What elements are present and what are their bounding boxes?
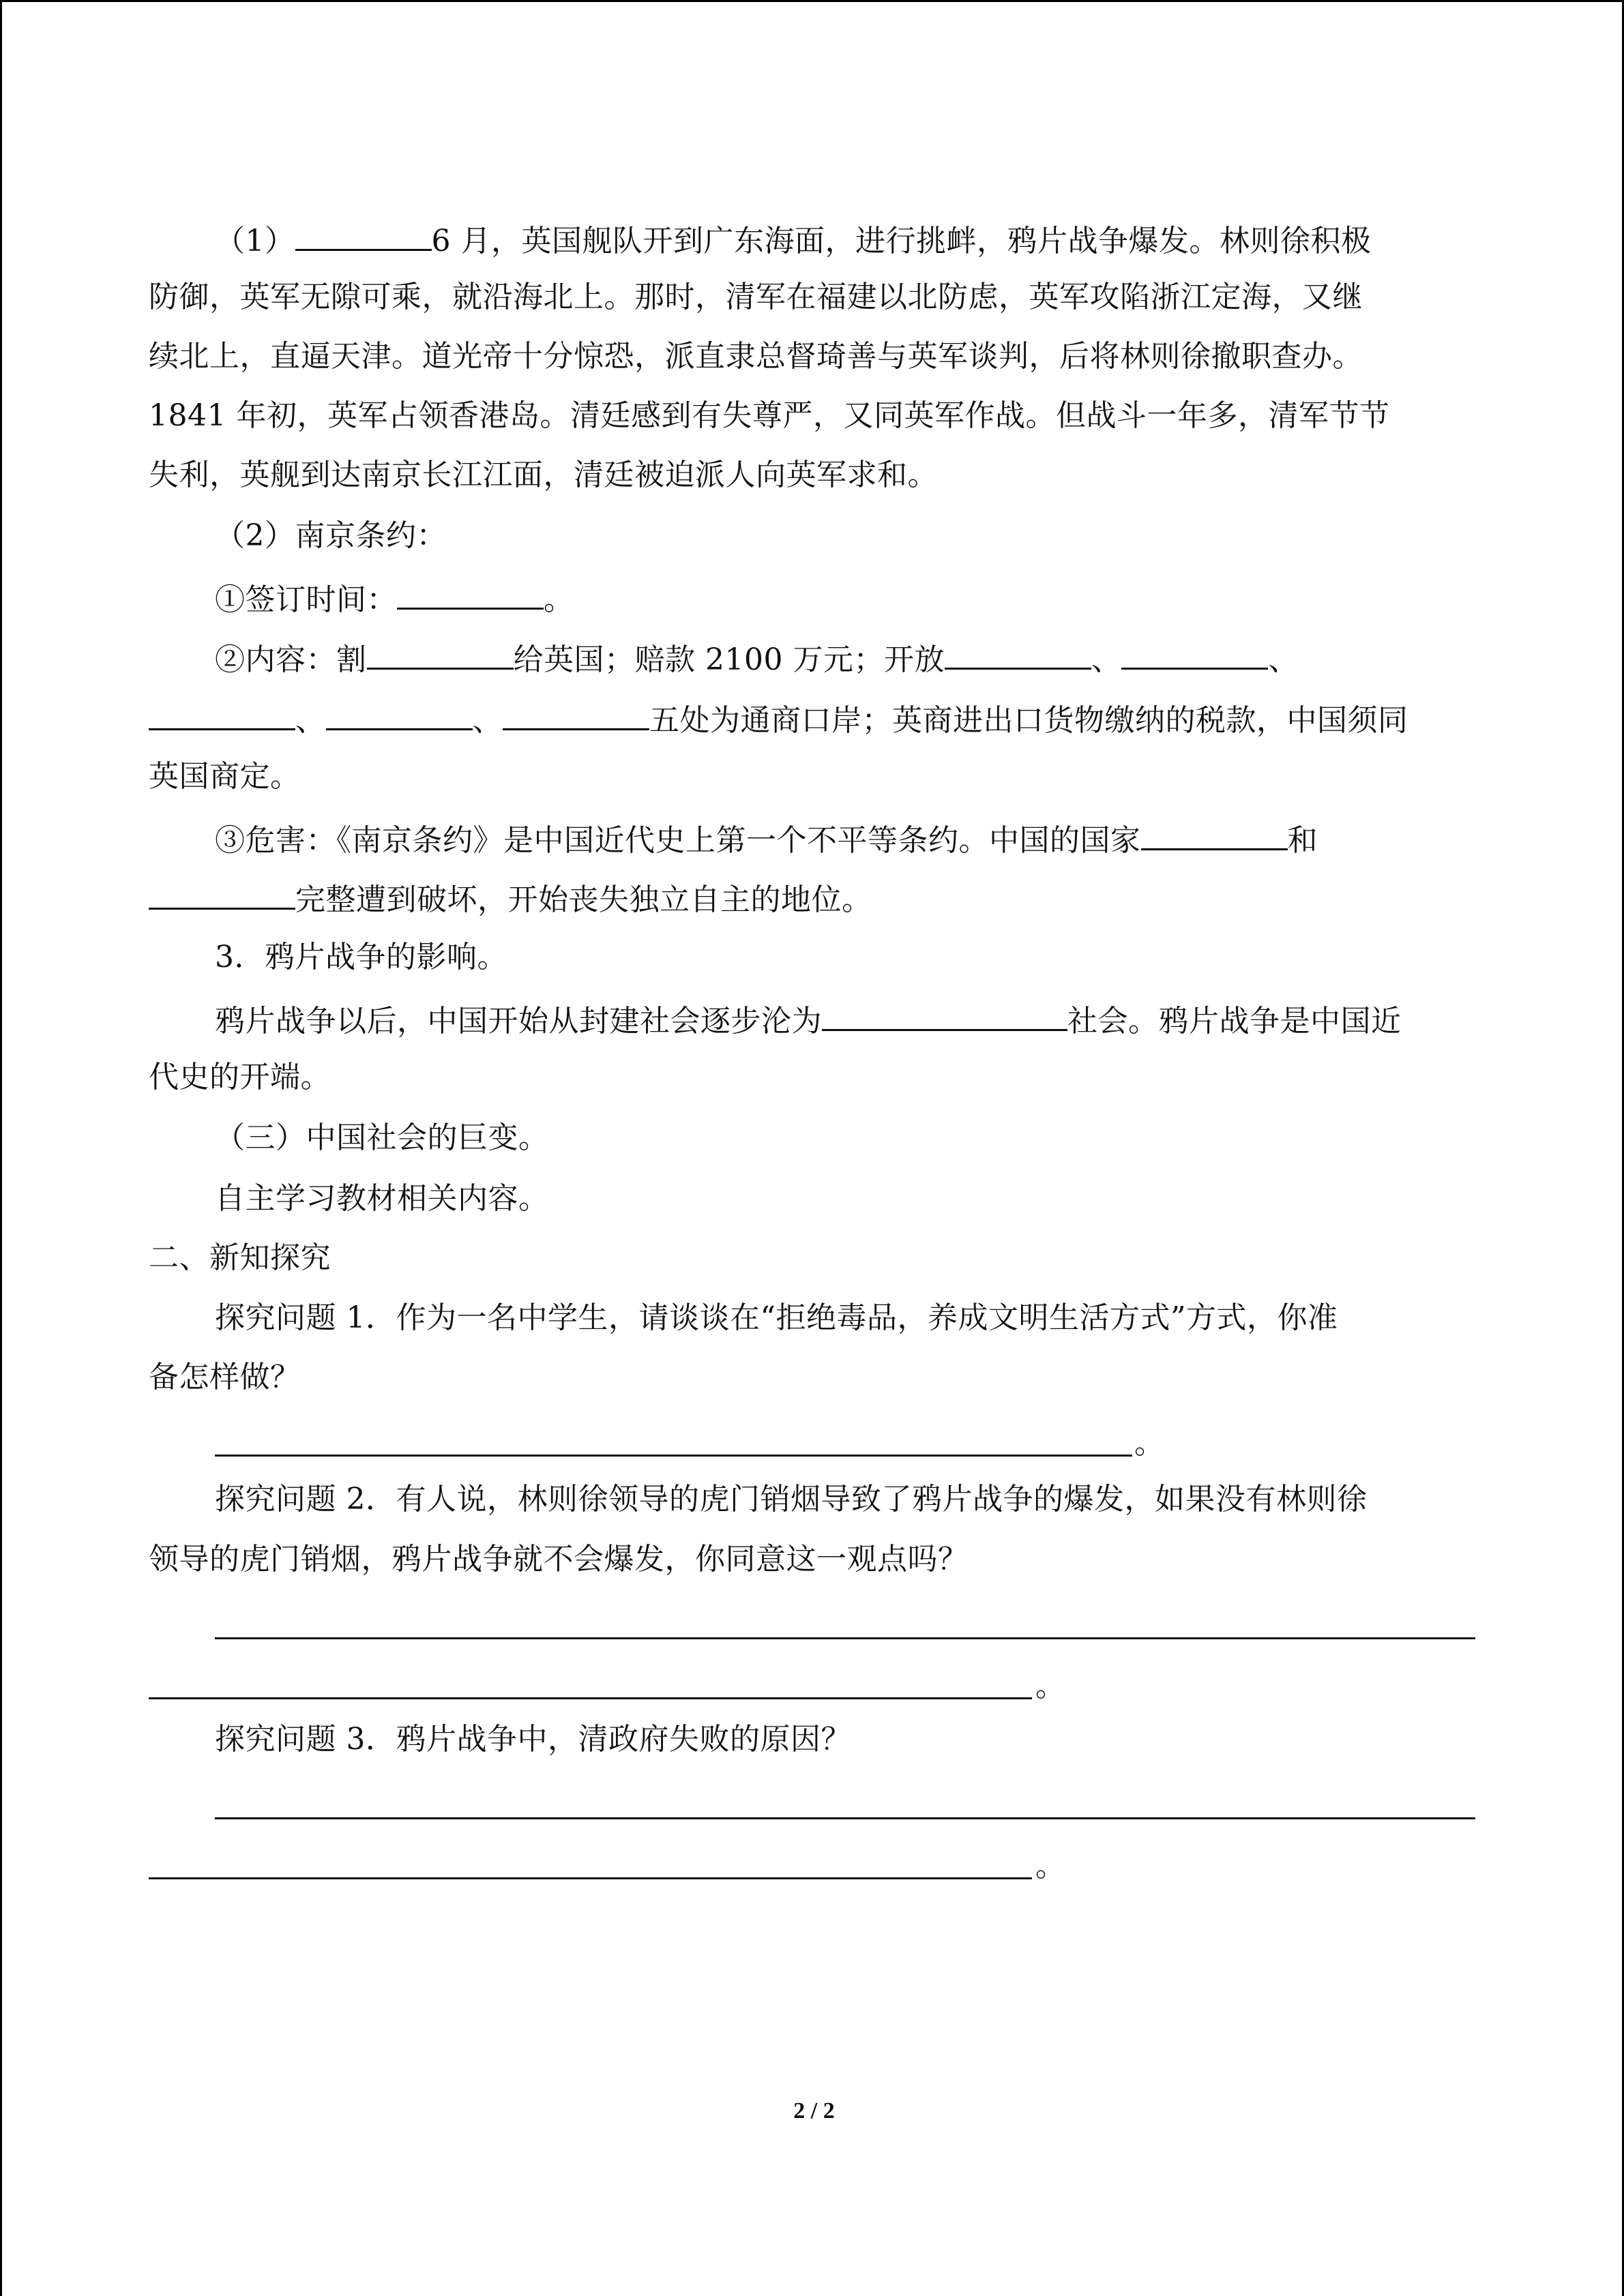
- fill-blank[interactable]: [945, 638, 1091, 670]
- fill-blank[interactable]: [1141, 818, 1288, 850]
- fill-blank[interactable]: [503, 698, 649, 730]
- text-line: 、 、 五处为通商口岸；英商进出口货物缴纳的税款，中国须同: [149, 698, 1408, 740]
- text-line: 防御，英军无隙可乘，就沿海北上。那时，清军在福建以北防虑，英军攻陷浙江定海，又继: [149, 280, 1363, 314]
- question-1-cont: 备怎样做？: [149, 1360, 301, 1395]
- section-heading: 二、新知探究: [149, 1240, 331, 1275]
- period: 。: [1035, 1669, 1065, 1703]
- question-2: 探究问题 2．有人说，林则徐领导的虎门销烟导致了鸦片战争的爆发，如果没有林则徐: [215, 1482, 1368, 1517]
- text-line: 1841 年初，英军占领香港岛。清廷感到有失尊严，又同英军作战。但战斗一年多，清军节节: [149, 398, 1390, 433]
- answer-line[interactable]: [215, 1455, 1132, 1457]
- answer-line[interactable]: [215, 1817, 1475, 1819]
- section-heading: （三）中国社会的巨变。: [215, 1120, 549, 1155]
- text-line: 代史的开端。: [149, 1060, 331, 1094]
- text-line: 鸦片战争以后，中国开始从封建社会逐步沦为 社会。鸦片战争是中国近: [215, 999, 1402, 1041]
- fill-blank[interactable]: [149, 698, 295, 730]
- text-line: （1） 6 月，英国舰队开到广东海面，进行挑衅，鸦片战争爆发。林则徐积极: [215, 219, 1371, 260]
- text-line: 自主学习教材相关内容。: [215, 1181, 549, 1216]
- text-line: 完整遭到破坏，开始丧失独立自主的地位。: [149, 878, 872, 919]
- question-3: 探究问题 3．鸦片战争中，清政府失败的原因？: [215, 1722, 851, 1757]
- text-line: ②内容：割 给英国；赔款 2100 万元；开放 、 、: [215, 638, 1299, 679]
- fill-blank[interactable]: [295, 219, 432, 251]
- section-heading: （2）南京条约：: [215, 518, 447, 553]
- fill-blank[interactable]: [367, 638, 514, 670]
- answer-line[interactable]: [149, 1697, 1032, 1699]
- text-line: 失利，英舰到达南京长江江面，清廷被迫派人向英军求和。: [149, 458, 938, 492]
- question-1: 探究问题 1．作为一名中学生，请谈谈在“拒绝毒品，养成文明生活方式”方式，你准: [215, 1300, 1338, 1335]
- text-line: ③危害：《南京条约》是中国近代史上第一个不平等条约。中国的国家 和: [215, 818, 1318, 860]
- period: 。: [1035, 1849, 1065, 1883]
- section-heading: 3．鸦片战争的影响。: [215, 940, 507, 974]
- fill-blank[interactable]: [1121, 638, 1268, 670]
- fill-blank[interactable]: [149, 878, 295, 910]
- question-2-cont: 领导的虎门销烟，鸦片战争就不会爆发，你同意这一观点吗？: [149, 1542, 969, 1577]
- period: 。: [1134, 1426, 1164, 1461]
- text-line: 英国商定。: [149, 759, 301, 794]
- text-line: 续北上，直逼天津。道光帝十分惊恐，派直隶总督琦善与英军谈判，后将林则徐撤职查办。: [149, 339, 1363, 374]
- fill-blank[interactable]: [822, 999, 1067, 1031]
- page-number: 2 / 2: [793, 2098, 835, 2123]
- fill-blank[interactable]: [326, 698, 473, 730]
- fill-blank[interactable]: [397, 578, 544, 610]
- text-line: ①签订时间： 。: [215, 578, 574, 619]
- answer-line[interactable]: [149, 1877, 1032, 1879]
- answer-line[interactable]: [215, 1637, 1475, 1639]
